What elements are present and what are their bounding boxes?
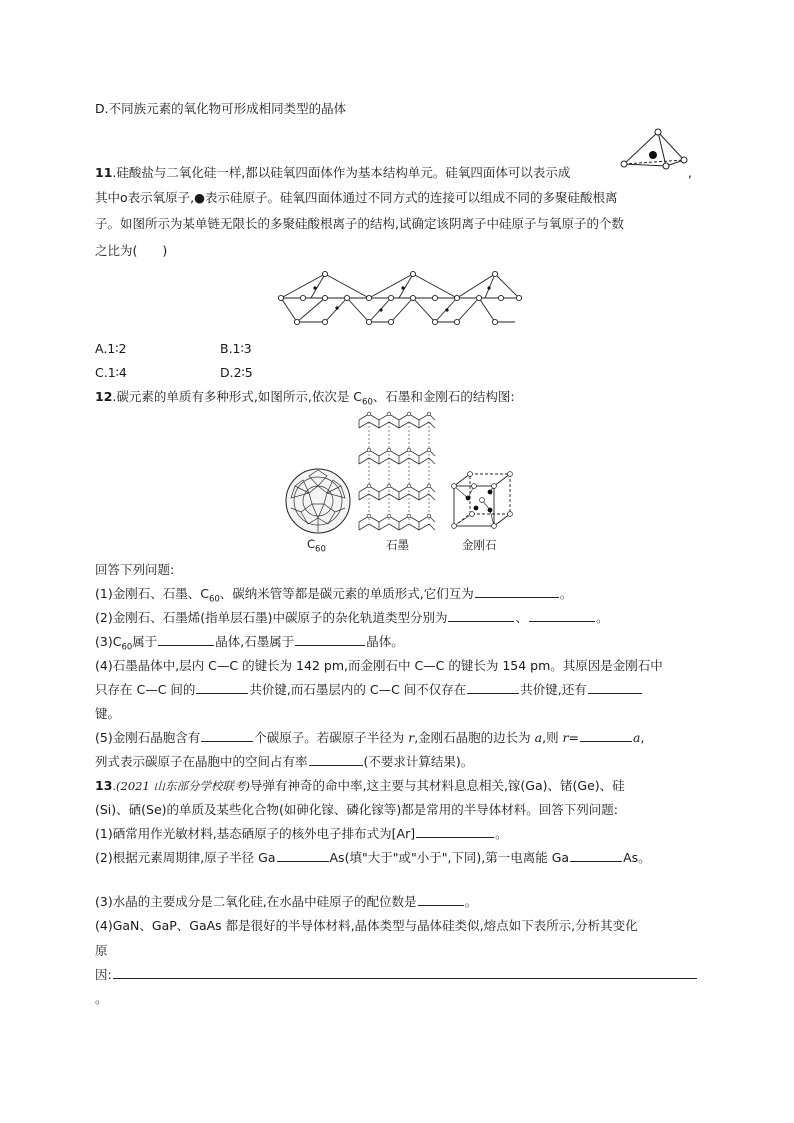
q12-part5-line2: 列式表示碳原子在晶胞中的空间占有率 (不要求计算结果)。 <box>95 754 474 769</box>
q12-number: 12 <box>95 389 113 404</box>
q11-line1-end: , <box>688 165 692 180</box>
q11-line3: 子。如图所示为某单链无限长的多聚硅酸根离子的结构,试确定该阴离子中硅原子与氧原子的个数 <box>95 216 624 231</box>
q12-part5-blank-1[interactable] <box>201 729 253 742</box>
c60-structure-diagram <box>283 466 353 536</box>
q11-line1: 11.硅酸盐与二氧化硅一样,都以硅氧四面体作为基本结构单元。硅氧四面体可以表示成 <box>95 165 571 180</box>
q12-part3-blank-1[interactable] <box>158 633 214 646</box>
diamond-caption: 金刚石 <box>462 538 497 552</box>
q12-part2-blank-2[interactable] <box>529 609 595 622</box>
q12-part4-blank-3[interactable] <box>588 681 642 694</box>
q11-option-d: D.2∶5 <box>220 365 253 380</box>
tetrahedron-icon <box>620 128 688 170</box>
diamond-structure-diagram <box>450 470 514 530</box>
q12-part4-line2: 只存在 C—C 间的 共价键,而石墨层内的 C—C 间不仅存在 共价键,还有 <box>95 681 643 698</box>
q12-part5-blank-2[interactable] <box>580 729 632 742</box>
q11-option-b: B.1∶3 <box>220 341 252 356</box>
q13-part1: (1)硒常用作光敏材料,基态硒原子的核外电子排布式为[Ar] 。 <box>95 826 508 841</box>
q11-line4: 之比为( ) <box>95 243 168 258</box>
q12-part2-blank-1[interactable] <box>448 609 514 622</box>
q13-part4-blank[interactable] <box>113 966 697 979</box>
q12-intro: 12.碳元素的单质有多种形式,如图所示,依次是 $C_{60}$、石墨和金刚石的结构图: <box>95 389 515 408</box>
c60-caption: $C_{60}$ <box>307 537 326 555</box>
q13-number: 13 <box>95 778 113 793</box>
q12-part4-blank-1[interactable] <box>196 681 248 694</box>
q13-part2: (2)根据元素周期律,原子半径 Ga As(填"大于"或"小于",下同),第一电离能 Ga As。 <box>95 850 651 865</box>
q11-line2: 其中o表示氧原子,●表示硅原子。硅氧四面体通过不同方式的连接可以组成不同的多聚硅酸根离 <box>95 190 618 205</box>
q13-part4-line4: 。 <box>95 991 108 1006</box>
q13-intro-line2: (Si)、硒(Se)的单质及某些化合物(如砷化镓、磷化镓等)都是常用的半导体材料。回答下列问题: <box>95 802 619 817</box>
q13-part3: (3)水晶的主要成分是二氧化硅,在水晶中硅原子的配位数是 。 <box>95 894 478 909</box>
graphite-caption: 石墨 <box>386 538 409 552</box>
q12-ask: 回答下列问题: <box>95 562 175 577</box>
graphite-structure-diagram <box>355 410 439 534</box>
q12-part5-line1: (5)金刚石晶胞含有 个碳原子。若碳原子半径为 r,金刚石晶胞的边长为 a,则 r= a, <box>95 730 645 745</box>
q10-option-d: D.不同族元素的氧化物可形成相同类型的晶体 <box>95 101 347 116</box>
silicate-chain-diagram <box>275 268 525 334</box>
q13-part4-line3: 因: <box>95 966 698 983</box>
q12-part4-blank-2[interactable] <box>467 681 519 694</box>
q13-part3-blank[interactable] <box>418 893 464 906</box>
q13-part4-line1: (4)GaN、GaP、GaAs 都是很好的半导体材料,晶体类型与晶体硅类似,熔点如下表所示,分析其变化 <box>95 918 638 933</box>
q13-part2-blank-2[interactable] <box>570 849 622 862</box>
q11-number: 11 <box>95 165 113 180</box>
q12-part4-line3: 键。 <box>95 706 121 721</box>
q12-part4-line1: (4)石墨晶体中,层内 C—C 的键长为 142 pm,而金刚石中 C—C 的键长为 154 pm。其原因是金刚石中 <box>95 658 663 673</box>
q12-part2: (2)金刚石、石墨烯(指单层石墨)中碳原子的杂化轨道类型分别为 、 。 <box>95 610 609 625</box>
q12-part1-blank[interactable] <box>475 585 559 598</box>
q13-intro-line1: 13.(2021 山东部分学校联考)导弹有神奇的命中率,这主要与其材料息息相关,镓(Ga)、锗(Ge)、硅 <box>95 778 625 793</box>
q12-part3: $(3)C_{60}$属于 晶体,石墨属于 晶体。 <box>95 634 404 653</box>
q12-part1: (1)金刚石、石墨、$C_{60}$、碳纳米管等都是碳元素的单质形式,它们互为 。 <box>95 586 573 605</box>
q11-option-a: A.1∶2 <box>95 341 127 356</box>
q13-source: .(2021 山东部分学校联考) <box>112 779 250 793</box>
q13-part1-blank[interactable] <box>416 825 494 838</box>
q13-part4-line2: 原 <box>95 943 108 958</box>
q11-option-c: C.1∶4 <box>95 365 127 380</box>
q12-part5-blank-3[interactable] <box>309 753 363 766</box>
q12-part3-blank-2[interactable] <box>295 633 365 646</box>
q13-part2-blank-1[interactable] <box>277 849 329 862</box>
